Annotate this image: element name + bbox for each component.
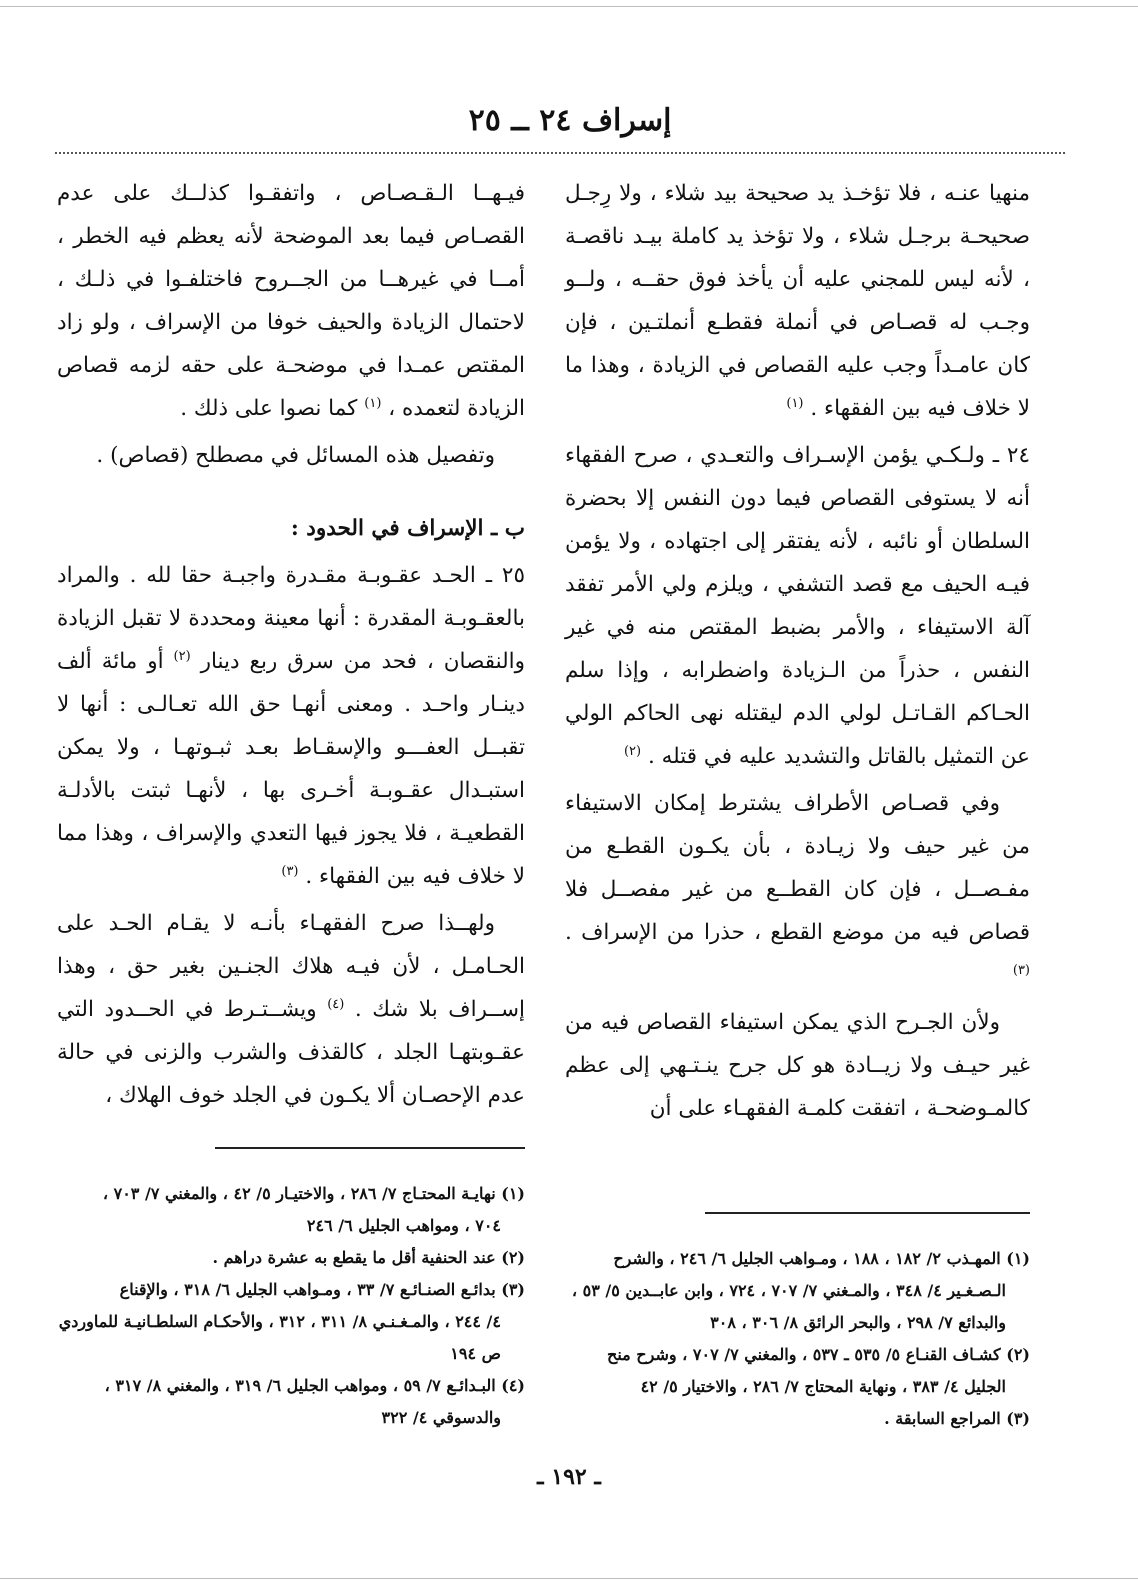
footnote-ref: (٢) (623, 743, 642, 759)
footnotes-right (563, 1243, 1030, 1435)
footnote-number: (٣) (1006, 1409, 1030, 1428)
footnote (563, 1243, 1030, 1339)
footnotes-left (55, 1178, 525, 1434)
left-text-column (57, 172, 525, 1117)
right-paragraph-2 (565, 434, 1030, 778)
paragraph-text: وتفصيل هذه المسائل في مصطلح (قصاص) . (96, 443, 495, 468)
footnote-ref: (١) (364, 395, 382, 411)
left-paragraph-3 (57, 554, 525, 898)
right-text-column (565, 172, 1030, 1130)
footnote-continuation: ٧٠٤ ، ومواهب الجليل ٦/ ٢٤٦ (306, 1216, 501, 1235)
footnote-ref: (٣) (281, 863, 299, 879)
footnote-continuation: ٤/ ٢٤٤ ، والمـغـنـي ٨/ ٣١١ ، ٣١٢ ، والأحكـام السلطـانيـة للماوردي ص ١٩٤ (58, 1312, 501, 1363)
footnote-text: نهايـة المحتـاج ٧/ ٢٨٦ ، والاختيـار ٥/ ٤٢ ، والمغني ٧/ ٧٠٣ ، (102, 1184, 496, 1203)
footnote-continuation: والدسوقي ٤/ ٣٢٢ (381, 1408, 501, 1427)
footnote-number: (١) (1006, 1249, 1030, 1268)
paragraph-text: كما نصوا على ذلك . (180, 396, 358, 421)
footnote-divider-left (215, 1147, 525, 1149)
scan-border-bottom (0, 1578, 1138, 1579)
footnote-text: المهـذب ٢/ ١٨٢ ، ١٨٨ ، ومـواهب الجليل ٦/ ٢٤٦ ، والشرح (613, 1249, 1001, 1268)
paragraph-text: أو مائة ألف دينـار واحـد . ومعنى أنهـا حق الله تعـالـى : أنها لا تقبــل العفـــو والإسقـاط بعـد ثبـوتهـا ، ولا يمكن استبـدال عقـوبـة أخـرى بها ، لأنهـا ثبتت بالأدلـة القطعيـة ، فلا يجوز فيها التعدي والإسراف ، وهذا مما لا خلاف فيه بين الفقهاء . (57, 649, 525, 889)
footnote (563, 1403, 1030, 1435)
header-dotted-divider (55, 152, 1065, 154)
paragraph-text: ٢٤ ـ ولـكـي يؤمن الإسـراف والتعـدي ، صرح الفقهاء أنه لا يستوفى القصاص فيما دون النفس إلا بحضرة السلطان أو نائبه ، لأنه يفتقر إلى اجتهاده ، ولا يؤمن فيـه الحيف مع قصد التشفي ، ويلزم ولي الأمر تفقد آلة الاستيفاء ، والأمر بضبط المقتص منه في غير النفس ، حذراً من الـزيادة واضطرابه ، وإذا سلم الحـاكم القـاتـل لولي الدم ليقتله نهى الحاكم الولي عن التمثيل بالقاتل والتشديد عليه في قتله . (565, 443, 1030, 769)
paragraph-text: وفي قصـاص الأطراف يشترط إمكان الاستيفاء من غير حيف ولا زيـادة ، بأن يكـون القطـع من مفـصــل ، فإن كان القطــع من غير مفصــل فلا قصاص فيه من موضع القطع ، حذرا من الإسراف . (565, 791, 1030, 945)
left-paragraph-1 (57, 172, 525, 430)
footnote-ref: (٤) (327, 996, 345, 1012)
paragraph-text: ٢٥ ـ الحـد عقـوبـة مقـدرة واجبـة حقا لله . والمراد بالعقـوبـة المقدرة : أنها معينة ومحددة لا تقبل الزيادة والنقصان ، فحد من سرق ربع دينار (57, 563, 526, 674)
left-paragraph-4 (57, 902, 525, 1117)
paragraph-text: ولأن الجـرح الذي يمكن استيفاء القصاص فيه من غير حيـف ولا زيــادة هو كل جرح ينـتـهي إلى عظم كالمـوضحـة ، اتفقت كلمـة الفقهـاء على أن (565, 1010, 1030, 1121)
paragraph-text: منهيا عنـه ، فلا تؤخـذ يد صحيحة بيد شلاء ، ولا رِجـل صحيحـة برجـل شلاء ، ولا تؤخذ يد كاملة بيـد ناقصـة ، لأنه ليس للمجني عليه أن يأخذ فوق حقــه ، ولــو وجـب له قصـاص في أنملة فقطـع أنملتـين ، فإن كان عامـداً وجب عليه القصاص في الزيادة ، وهذا ما لا خلاف فيه بين الفقهاء . (565, 181, 1030, 421)
footnote-text: عند الحنفية أقل ما يقطع به عشرة دراهم . (212, 1248, 496, 1267)
footnote (55, 1178, 525, 1242)
footnote (55, 1370, 525, 1434)
footnote-number: (٤) (501, 1376, 525, 1395)
footnote-number: (٣) (501, 1280, 525, 1299)
footnote-divider-right (705, 1212, 1030, 1214)
footnote-continuation: الجليل ٤/ ٣٨٣ ، ونهاية المحتاج ٧/ ٢٨٦ ، والاختيار ٥/ ٤٢ (640, 1377, 1006, 1396)
footnote-text: كشـاف القنـاع ٥/ ٥٣٥ ـ ٥٣٧ ، والمغني ٧/ ٧٠٧ ، وشرح منح (606, 1345, 1001, 1364)
footnote-continuation: الـصـغـير ٤/ ٣٤٨ ، والمـغني ٧/ ٧٠٧ ، ٧٢٤ ، وابن عابــدين ٥/ ٥٣ ، والبدائع ٧/ ٢٩٨ ، والبحر الرائق ٨/ ٣٠٦ ، ٣٠٨ (571, 1281, 1006, 1332)
page-number: ـ ١٩٢ ـ (537, 1464, 601, 1490)
paragraph-text: ولهــذا صرح الفقهـاء بأنـه لا يقـام الحـد على الحـامـل ، لأن فيـه هلاك الجنـين بغير حق ، وهذا إســراف بلا شك . (57, 911, 525, 1022)
footnote (563, 1339, 1030, 1403)
paragraph-text: فيـهــا الـقـصـاص ، واتفقـوا كذلــك على عدم القصـاص فيما بعد الموضحة لأنه يعظم فيه الخطر ، أمــا في غيرهــا من الجــروح فاختلفـوا في ذلـك ، لاحتمال الزيادة والحيف خوفا من الإسراف ، ولو زاد المقتص عمـدا في موضحـة على حقه لزمه قصاص الزيادة لتعمده ، (57, 181, 525, 421)
footnote (55, 1242, 525, 1274)
footnote-ref: (٣) (1012, 962, 1030, 978)
left-paragraph-2 (57, 434, 525, 477)
footnote-number: (٢) (1006, 1345, 1030, 1364)
paragraph-text: ويشــتـرط في الحــدود التي عقـوبتهـا الجلد ، كالقذف والشرب والزنى في حالة عدم الإحصـان ألا يكـون في الجلد خوف الهلاك ، (57, 997, 525, 1108)
footnote-ref: (٢) (173, 648, 191, 664)
right-paragraph-1 (565, 172, 1030, 430)
footnote-number: (٢) (501, 1248, 525, 1267)
footnote (55, 1274, 525, 1370)
scan-border-top (0, 6, 1138, 7)
page-title: إسراف ٢٤ ــ ٢٥ (468, 103, 672, 138)
footnote-number: (١) (501, 1184, 525, 1203)
section-subheading: ب ـ الإسراف في الحدود : (290, 516, 525, 541)
right-paragraph-4 (565, 1001, 1030, 1130)
footnote-text: البـدائـع ٧/ ٥٩ ، ومواهب الجليل ٦/ ٣١٩ ، والمغني ٨/ ٣١٧ ، (104, 1376, 496, 1395)
footnote-ref: (١) (786, 395, 804, 411)
footnote-text: بدائـع الصنـائـع ٧/ ٣٣ ، ومـواهب الجليل ٦/ ٣١٨ ، والإقناع (119, 1280, 496, 1299)
right-paragraph-3 (565, 782, 1030, 997)
footnote-text: المراجع السابقة . (884, 1409, 1001, 1428)
